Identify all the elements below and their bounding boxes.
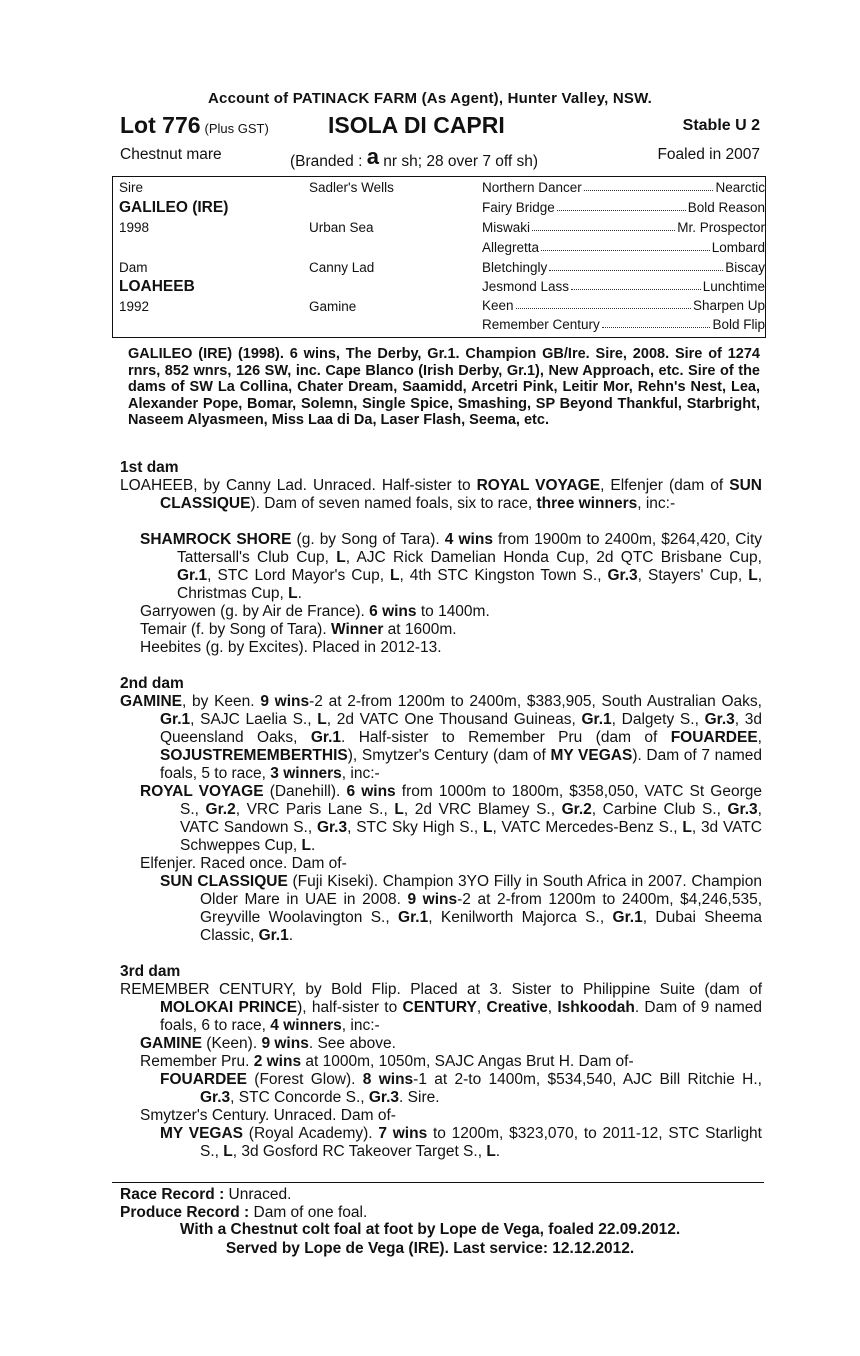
produce-record-value: Dam of one foal. (253, 1204, 368, 1221)
dam-label: Dam (119, 260, 148, 275)
race-record-value: Unraced. (228, 1186, 292, 1203)
service-note: Served by Lope de Vega (IRE). Last service: 12.12.2012. (225, 1240, 635, 1257)
progeny-temair: Temair (f. by Song of Tara). Winner at 1600m. (140, 621, 457, 638)
sire-summary: GALILEO (IRE) (1998). 6 wins, The Derby, Gr.1. Champion GB/Ire. Sire, 2008. Sire of 1274 rnrs, 852 wnrs, 126 SW, inc. Cape Blanco (Irish Derby, Gr.1), New Approach, etc. Sire of the dams of SW La Collina, Chater Dream, Saamidd, Arcetri Pink, Leitir Mor, Rehn's Nest, Lea, Alexander Pope, Bomar, Solemn, Single Spice, Smashing, SP Beyond Thankful, Starbright, Naseem Alyasmeen, Miss Laa di Da, Laser Flash, Seema, etc. (128, 346, 760, 428)
progeny-royal-voyage: ROYAL VOYAGE (Danehill). 6 wins from 1000m to 1800m, $358,050, VATC St George S., Gr.2, VRC Paris Lane S., L, 2d VRC Blamey S., Gr.2, Carbine Club S., Gr.3, VATC Sandown S., Gr.3, STC Sky High S., L, VATC Mercedes-Benz S., L, 3d VATC Schweppes Cup, L. (140, 783, 763, 854)
lot-label: Lot 776 (120, 112, 201, 138)
pedigree-ancestor-row: Jesmond Lass Lunchtime (482, 279, 765, 294)
first-dam-intro: LOAHEEB, by Canny Lad. Unraced. Half-sister to ROYAL VOYAGE, Elfenjer (dam of SUN CLASSIQUE). Dam of seven named foals, six to race, three winners, inc:- (120, 477, 762, 512)
pedigree-ancestor-row: Bletchingly Biscay (482, 260, 765, 275)
sire-sire: Sadler's Wells (309, 180, 394, 195)
horse-name: ISOLA DI CAPRI (328, 112, 505, 138)
second-dam-intro: GAMINE, by Keen. 9 wins-2 at 2-from 1200m to 2400m, $383,905, South Australian Oaks, Gr.1, SAJC Laelia S., L, 2d VATC One Thousand Guineas, Gr.1, Dalgety S., Gr.3, 3d Queensland Oaks, Gr.1. Half-sister to Remember Pru (dam of FOUARDEE, SOJUSTREMEMBERTHIS), Smytzer's Century (dam of MY VEGAS). Dam of 7 named foals, 5 to race, 3 winners, inc:- (120, 693, 763, 782)
brand-mark-icon: a (366, 144, 379, 169)
first-dam-heading: 1st dam (120, 459, 179, 476)
brand-prefix: (Branded : (290, 153, 363, 170)
horse-info (120, 146, 760, 168)
race-record (120, 1186, 291, 1204)
progeny-gamine: GAMINE (Keen). 9 wins. See above. (140, 1035, 396, 1052)
race-record-label: Race Record : (120, 1186, 225, 1203)
plus-gst-note: (Plus GST) (204, 121, 269, 136)
pedigree-ancestor-row: Remember Century Bold Flip (482, 317, 765, 332)
third-dam-intro: REMEMBER CENTURY, by Bold Flip. Placed at 3. Sister to Philippine Suite (dam of MOLOKAI PRINCE), half-sister to CENTURY, Creative, Ishkoodah. Dam of 9 named foals, 6 to race, 4 winners, inc:- (120, 981, 762, 1034)
foal-at-foot-note: With a Chestnut colt foal at foot by Lope de Vega, foaled 22.09.2012. (179, 1221, 681, 1238)
lot-header (120, 112, 760, 140)
dam-year: 1992 (119, 299, 150, 314)
dam-dam: Gamine (309, 299, 357, 314)
sire-name: GALILEO (IRE) (119, 199, 229, 216)
progeny-remember-pru: Remember Pru. 2 wins at 1000m, 1050m, SAJC Angas Brut H. Dam of- (140, 1053, 634, 1070)
dam-sire: Canny Lad (309, 260, 375, 275)
progeny-sun-classique: SUN CLASSIQUE (Fuji Kiseki). Champion 3YO Filly in South Africa in 2007. Champion Older Mare in UAE in 2008. 9 wins-2 at 2-from 1200m to 2400m, $4,246,535, Greyville Woolavington S., Gr.1, Kenilworth Majorca S., Gr.1, Dubai Sheema Classic, Gr.1. (160, 873, 763, 944)
brand-suffix: nr sh; 28 over 7 off sh) (383, 153, 539, 170)
stable-location: Stable U 2 (682, 117, 760, 134)
third-dam-heading: 3rd dam (120, 963, 181, 980)
progeny-my-vegas: MY VEGAS (Royal Academy). 7 wins to 1200m, $323,070, to 2011-12, STC Starlight S., L, 3d Gosford RC Takeover Target S., L. (160, 1125, 762, 1160)
sire-year: 1998 (119, 220, 150, 235)
sire-dam: Urban Sea (309, 220, 374, 235)
pedigree-ancestor-row: Fairy Bridge Bold Reason (482, 200, 765, 215)
pedigree-ancestor-row: Miswaki Mr. Prospector (482, 220, 765, 235)
produce-record (120, 1204, 367, 1222)
progeny-heebites: Heebites (g. by Excites). Placed in 2012-13. (140, 639, 442, 656)
footer-divider (112, 1182, 764, 1183)
progeny-smytzers-century: Smytzer's Century. Unraced. Dam of- (140, 1107, 396, 1124)
dam-name: LOAHEEB (119, 278, 195, 295)
horse-sex: Chestnut mare (120, 146, 222, 163)
pedigree-ancestor-row: Northern Dancer Nearctic (482, 180, 765, 195)
progeny-fouardee: FOUARDEE (Forest Glow). 8 wins-1 at 2-to 1400m, $534,540, AJC Bill Ritchie H., Gr.3, STC Concorde S., Gr.3. Sire. (160, 1071, 762, 1106)
brand-info (290, 146, 538, 172)
sire-label: Sire (119, 180, 144, 195)
lot-number (120, 112, 269, 139)
vendor-account: Account of PATINACK FARM (As Agent), Hunter Valley, NSW. (208, 90, 652, 107)
produce-record-label: Produce Record : (120, 1204, 250, 1221)
second-dam-heading: 2nd dam (120, 675, 184, 692)
progeny-elfenjer: Elfenjer. Raced once. Dam of- (140, 855, 347, 872)
progeny-shamrock-shore: SHAMROCK SHORE (g. by Song of Tara). 4 wins from 1900m to 2400m, $264,420, City Tattersall's Club Cup, L, AJC Rick Damelian Honda Cup, 2d QTC Brisbane Cup, Gr.1, STC Lord Mayor's Cup, L, 4th STC Kingston Town S., Gr.3, Stayers' Cup, L, Christmas Cup, L. (140, 531, 762, 602)
pedigree-ancestor-row: Allegretta Lombard (482, 240, 765, 255)
pedigree-table (112, 176, 766, 338)
pedigree-ancestor-row: Keen Sharpen Up (482, 298, 765, 313)
progeny-garryowen: Garryowen (g. by Air de France). 6 wins to 1400m. (140, 603, 490, 620)
foaled-year: Foaled in 2007 (657, 146, 760, 163)
